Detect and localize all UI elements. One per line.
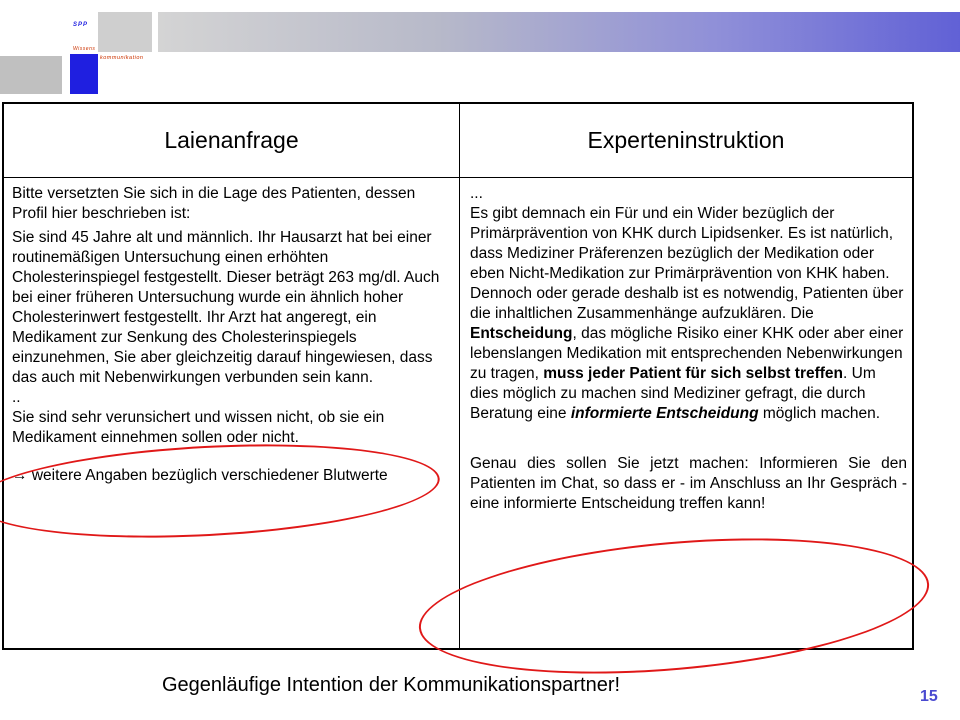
right-paragraph-main bbox=[470, 204, 907, 424]
right-text-e: . Um dies möglich zu machen sind Mediziner gefragt, die durch Beratung eine bbox=[470, 365, 876, 422]
decor-gray-block-left bbox=[0, 56, 62, 94]
right-paragraph-task: Genau dies sollen Sie jetzt machen: Informieren Sie den Patienten im Chat, so dass er - im Anschluss an Ihr Gespräch - eine informierte Entscheidung treffen kann! bbox=[470, 455, 907, 512]
header-row-divider bbox=[4, 177, 912, 178]
page-number: 15 bbox=[920, 688, 938, 705]
right-ellipsis: ... bbox=[470, 185, 483, 202]
left-paragraph-uncertain: Sie sind sehr verunsichert und wissen nicht, ob sie ein Medikament einnehmen sollen oder nicht. bbox=[12, 409, 385, 446]
slide-caption: Gegenläufige Intention der Kommunikationspartner! bbox=[162, 674, 621, 696]
decor-gray-block-top bbox=[98, 12, 152, 52]
right-text-informierte-entscheidung: informierte Entscheidung bbox=[570, 405, 759, 422]
column-divider bbox=[459, 104, 460, 648]
cell-experteninstruktion bbox=[470, 184, 907, 514]
right-text-g: möglich machen. bbox=[758, 405, 881, 422]
right-text-entscheidung: Entscheidung bbox=[470, 325, 573, 342]
arrow-right-icon: → bbox=[12, 467, 28, 484]
left-paragraph-profile: Sie sind 45 Jahre alt und männlich. Ihr Hausarzt hat bei einer routinemäßigen Untersuchung einen erhöhten Cholesterinspiegel festgestellt. Dieser beträgt 263 mg/dl. Auch bei einer früheren Untersuchung wurde ein ähnlich hoher Cholesterinwert festgestellt. Ihr Arzt hat angeregt, ein Medikament zur Senkung des Cholesterinspiegels einzunehmen, Sie aber gleichzeitig darauf hingewiesen, dass das auch mit Nebenwirkungen verbunden sein kann. bbox=[12, 229, 440, 386]
left-more-info-text: weitere Angaben bezüglich verschiedener Blutwerte bbox=[31, 467, 388, 484]
logo-text-wissens: Wissens bbox=[73, 46, 96, 52]
decor-gradient-strip bbox=[158, 12, 960, 52]
decor-blue-block bbox=[70, 54, 98, 94]
logo-text-kommunikation: kommunikation bbox=[100, 55, 144, 61]
right-text-muss: muss jeder Patient für sich selbst treffen bbox=[543, 365, 844, 382]
right-text-a: Es gibt demnach ein Für und ein Wider bezüglich der Primärprävention von KHK durch Lipidsenker. Es ist natürlich, dass Mediziner Präferenzen bezüglich der Medikation oder eben Nicht-Medikation zur Primärprävention von KHK haben. Dennoch oder gerade deshalb ist es notwendig, Patienten über die inhaltlichen Zusammenhänge aufzuklären. Die bbox=[470, 205, 904, 322]
column-header-laienanfrage: Laienanfrage bbox=[164, 127, 299, 153]
logo-text-spp: SPP bbox=[73, 22, 89, 28]
column-header-experteninstruktion: Experteninstruktion bbox=[587, 127, 785, 153]
left-ellipsis: .. bbox=[12, 389, 21, 406]
right-text-c: , das mögliche Risiko einer KHK oder aber einer lebenslangen Medikation mit entsprechenden Nebenwirkungen zu tragen, bbox=[470, 325, 904, 382]
cell-laienanfrage bbox=[12, 184, 448, 486]
left-paragraph-intro: Bitte versetzten Sie sich in die Lage des Patienten, dessen Profil hier beschrieben ist: bbox=[12, 185, 416, 222]
